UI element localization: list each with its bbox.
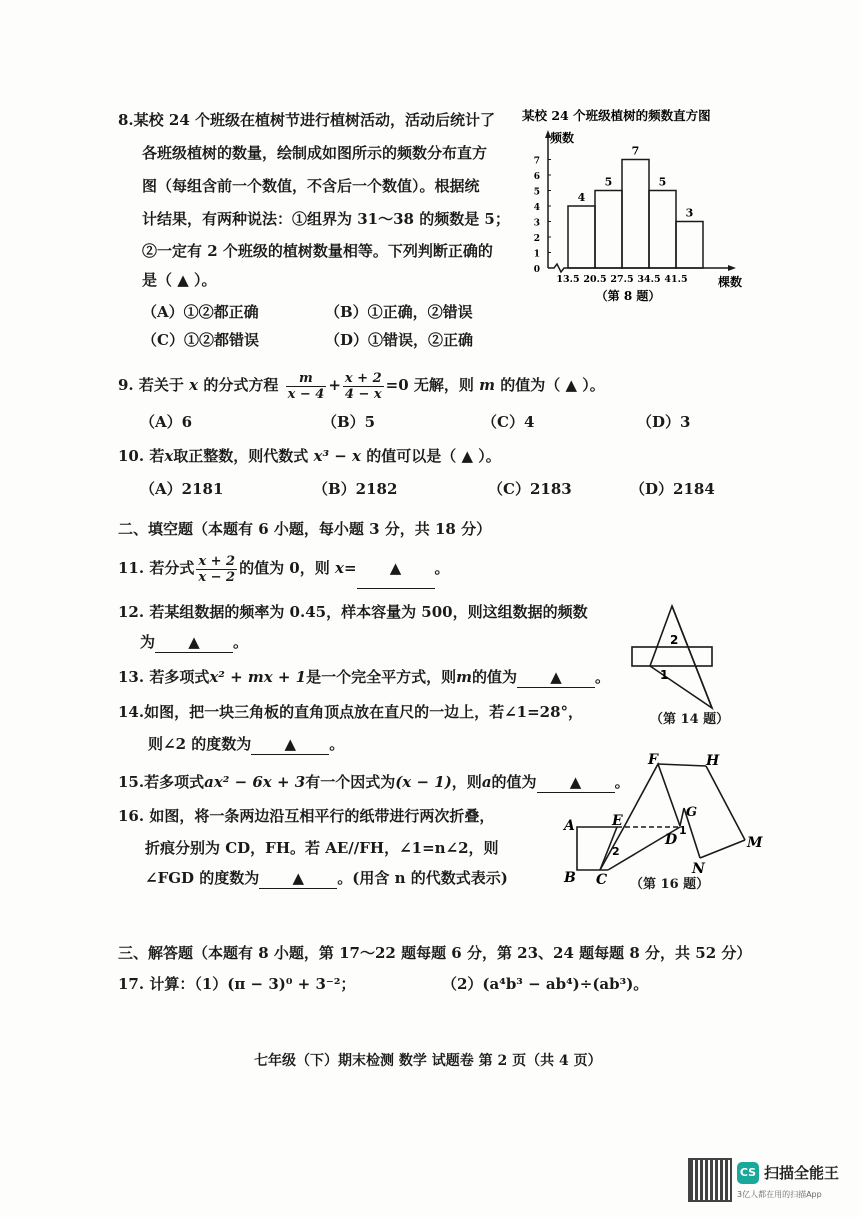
chart-title: 某校 24 个班级植树的频数直方图 <box>522 108 711 123</box>
q14-line1: 14.如图，把一块三角板的直角顶点放在直尺的一边上，若∠1=28°， <box>118 703 584 721</box>
q13-end: 。 <box>595 668 611 686</box>
q8-option-c: （C）①②都错误 <box>142 331 259 349</box>
q9-eq-tail: =0 无解，则 <box>385 376 474 394</box>
histogram-bar <box>676 222 703 269</box>
q10-option-c: （C）2183 <box>488 480 572 498</box>
q8-line5: ②一定有 2 个班级的植树数量相等。下列判断正确的 <box>142 242 493 260</box>
q14-line2 <box>148 734 344 755</box>
fig16-label-B: B <box>564 870 576 886</box>
q15-tail: ，则 <box>451 773 482 791</box>
q12-answer-blank[interactable]: ▲ <box>155 632 233 653</box>
q9-var-x: x <box>189 376 199 394</box>
q14-line2-pre: 则∠2 的度数为 <box>148 735 252 753</box>
q16-line3-pre: ∠FGD 的度数为 <box>145 869 260 887</box>
y-tick-label: 5 <box>533 187 540 198</box>
q15-var: a <box>481 773 492 791</box>
y-tick-label: 2 <box>533 234 540 244</box>
fig14-label-1: 1 <box>660 668 669 682</box>
q16-line2: 折痕分别为 CD，FH。若 AE//FH，∠1=n∠2，则 <box>145 839 499 857</box>
q11-line <box>118 548 450 589</box>
q13-prefix: 13. 若多项式 <box>118 668 210 686</box>
q11-num: x + 2 <box>198 553 236 569</box>
q11-den: x − 2 <box>198 569 236 585</box>
q16-answer-blank[interactable]: ▲ <box>259 868 337 889</box>
q11-prefix: 11. 若分式 <box>118 559 195 577</box>
q15-tail2: 的值为 <box>491 773 537 791</box>
q9-var-m: m <box>479 376 495 394</box>
q17-part1: 17. 计算：（1）(π − 3)⁰ + 3⁻²； <box>118 975 356 993</box>
fig16-label-F: F <box>648 752 658 768</box>
x-tick-label: 41.5 <box>664 274 688 285</box>
fig16-label-G: G <box>686 805 698 820</box>
fig16-label-1: 1 <box>679 824 687 837</box>
q14-answer-blank[interactable]: ▲ <box>251 734 329 755</box>
q13-answer-blank[interactable]: ▲ <box>517 667 595 688</box>
q8-line4: 计结果，有两种说法：①组界为 31～38 的频数是 5； <box>142 210 510 228</box>
q12-end: 。 <box>233 633 249 651</box>
camscanner-logo: CS <box>737 1162 759 1184</box>
triangle-shape <box>650 606 712 708</box>
q8-option-d: （D）①错误，②正确 <box>325 331 474 349</box>
q15-mid: 有一个因式为 <box>305 773 396 791</box>
q16-line3 <box>145 868 508 889</box>
q10-tail: 的值可以是（ ▲ ）。 <box>366 447 501 465</box>
q16-line1: 16. 如图，将一条两边沿互相平行的纸带进行两次折叠， <box>118 807 495 825</box>
q8-option-a: （A）①②都正确 <box>142 303 259 321</box>
q8-line1: 8.某校 24 个班级在植树节进行植树活动，活动后统计了 <box>118 111 495 129</box>
histogram-chart <box>520 100 770 310</box>
q10-mid: 取正整数，则代数式 <box>173 447 309 465</box>
q9-fraction-2 <box>343 371 384 402</box>
q10-line <box>118 446 501 466</box>
fig16-label-2: 2 <box>612 845 620 858</box>
q11-var: x <box>334 559 344 577</box>
section-3-heading: 三、解答题（本题有 8 小题，第 17～22 题每题 6 分，第 23、24 题每题 8 分，共 52 分） <box>118 944 752 962</box>
camscanner-brand: 扫描全能王 <box>764 1164 840 1182</box>
fig16-caption: （第 16 题） <box>630 877 710 892</box>
fig16-label-A: A <box>564 818 575 834</box>
fig14-caption: （第 14 题） <box>650 712 730 727</box>
q9-tail: 的值为（ ▲ ）。 <box>500 376 605 394</box>
fig16-label-C: C <box>596 872 608 888</box>
q10-expr: x³ − x <box>313 447 361 465</box>
q16-line3-end: 。(用含 n 的代数式表示) <box>337 869 508 887</box>
triangle-leg <box>672 606 712 708</box>
fig16-label-E: E <box>612 813 623 829</box>
q9-option-d: （D）3 <box>637 413 691 431</box>
histogram-bar <box>595 191 622 269</box>
q9-frac2-num: x + 2 <box>344 370 382 386</box>
q17-part2: （2）(a⁴b³ − ab⁴)÷(ab³)。 <box>442 975 649 993</box>
x-tick-label: 13.5 <box>556 274 580 285</box>
q14-end: 。 <box>329 735 345 753</box>
fig14-label-2: 2 <box>670 633 679 647</box>
q10-prefix: 10. 若 <box>118 447 165 465</box>
ruler-shape <box>632 647 712 666</box>
q13-var: m <box>456 668 473 686</box>
y-axis-label: 频数 <box>550 131 575 145</box>
y-tick-label: 3 <box>533 218 540 229</box>
x-axis-label: 棵数 <box>718 275 743 289</box>
q9-frac2-den: 4 − x <box>344 386 382 402</box>
q15-prefix: 15.若多项式 <box>118 773 205 791</box>
line-fh <box>658 764 706 766</box>
q8-line3: 图（每组含前一个数值，不含后一个数值）。根据统 <box>142 177 480 195</box>
q15-factor: (x − 1) <box>395 773 452 791</box>
q13-line <box>118 667 610 688</box>
histogram-bar <box>568 206 595 268</box>
camscanner-slogan: 3亿人都在用的扫描App <box>737 1190 822 1199</box>
q15-end: 。 <box>614 773 630 791</box>
q11-eq: = <box>343 559 357 577</box>
q12-line2-pre: 为 <box>140 633 156 651</box>
q11-answer-blank[interactable]: ▲ <box>357 548 435 589</box>
q9-frac1-den: x − 4 <box>287 386 325 402</box>
x-tick-label: 27.5 <box>610 274 634 285</box>
q11-fraction <box>196 554 237 585</box>
q9-frac1-num: m <box>286 371 327 387</box>
q12-line2 <box>140 632 248 653</box>
histogram-bar <box>622 160 649 269</box>
q15-expr: ax² − 6x + 3 <box>204 773 306 791</box>
bar-value-label: 5 <box>658 175 667 189</box>
q13-expr: x² + mx + 1 <box>209 668 307 686</box>
fig16-label-M: M <box>747 835 763 851</box>
x-tick-label: 34.5 <box>637 274 661 285</box>
q8-line2: 各班级植树的数量，绘制成如图所示的频数分布直方 <box>142 144 488 162</box>
fig16-label-N: N <box>692 861 705 877</box>
y-tick-label: 1 <box>533 249 540 260</box>
line-nm <box>700 840 745 858</box>
fig16-label-D: D <box>665 832 678 848</box>
q11-mid: 的值为 0，则 <box>239 559 330 577</box>
strip-left <box>577 827 617 870</box>
q9-option-b: （B）5 <box>322 413 376 431</box>
bar-value-label: 3 <box>685 206 694 220</box>
bar-value-label: 4 <box>577 191 586 204</box>
y-tick-label: 7 <box>533 156 540 167</box>
histogram-bar <box>649 191 676 269</box>
q10-option-b: （B）2182 <box>313 480 398 498</box>
q15-line <box>118 772 630 793</box>
bar-value-label: 7 <box>631 144 640 158</box>
y-tick-label: 6 <box>533 172 540 182</box>
q9-fraction-1 <box>286 371 327 402</box>
qr-code <box>690 1160 730 1200</box>
fig16-label-H: H <box>706 753 720 769</box>
q9-line <box>118 366 605 404</box>
bar-value-label: 5 <box>604 175 613 189</box>
q8-line6: 是（ ▲ ）。 <box>142 271 217 289</box>
line-hm <box>706 766 745 840</box>
q8-option-b: （B）①正确，②错误 <box>325 303 473 321</box>
q9-option-a: （A）6 <box>140 413 193 431</box>
q10-option-a: （A）2181 <box>140 480 224 498</box>
q10-option-d: （D）2184 <box>630 480 715 498</box>
q11-end: 。 <box>434 559 450 577</box>
fig8-caption: （第 8 题） <box>595 289 661 303</box>
q13-tail: 的值为 <box>472 668 518 686</box>
x-axis-arrow <box>728 265 736 271</box>
q12-line1: 12. 若某组数据的频率为 0.45，样本容量为 500，则这组数据的频数 <box>118 603 588 621</box>
section-2-heading: 二、填空题（本题有 6 小题，每小题 3 分，共 18 分） <box>118 520 492 538</box>
q9-prefix: 9. 若关于 <box>118 376 184 394</box>
q13-mid: 是一个完全平方式，则 <box>306 668 457 686</box>
q9-plus: + <box>328 376 341 394</box>
q9-option-c: （C）4 <box>482 413 535 431</box>
page-footer: 七年级（下）期末检测 数学 试题卷 第 2 页（共 4 页） <box>254 1053 602 1069</box>
x-tick-label: 20.5 <box>583 274 607 285</box>
q10-var-x: x <box>164 447 174 465</box>
y-tick-label: 4 <box>533 203 540 213</box>
q9-mid: 的分式方程 <box>203 376 279 394</box>
q15-answer-blank[interactable]: ▲ <box>537 772 615 793</box>
y-tick-label: 0 <box>533 265 540 275</box>
